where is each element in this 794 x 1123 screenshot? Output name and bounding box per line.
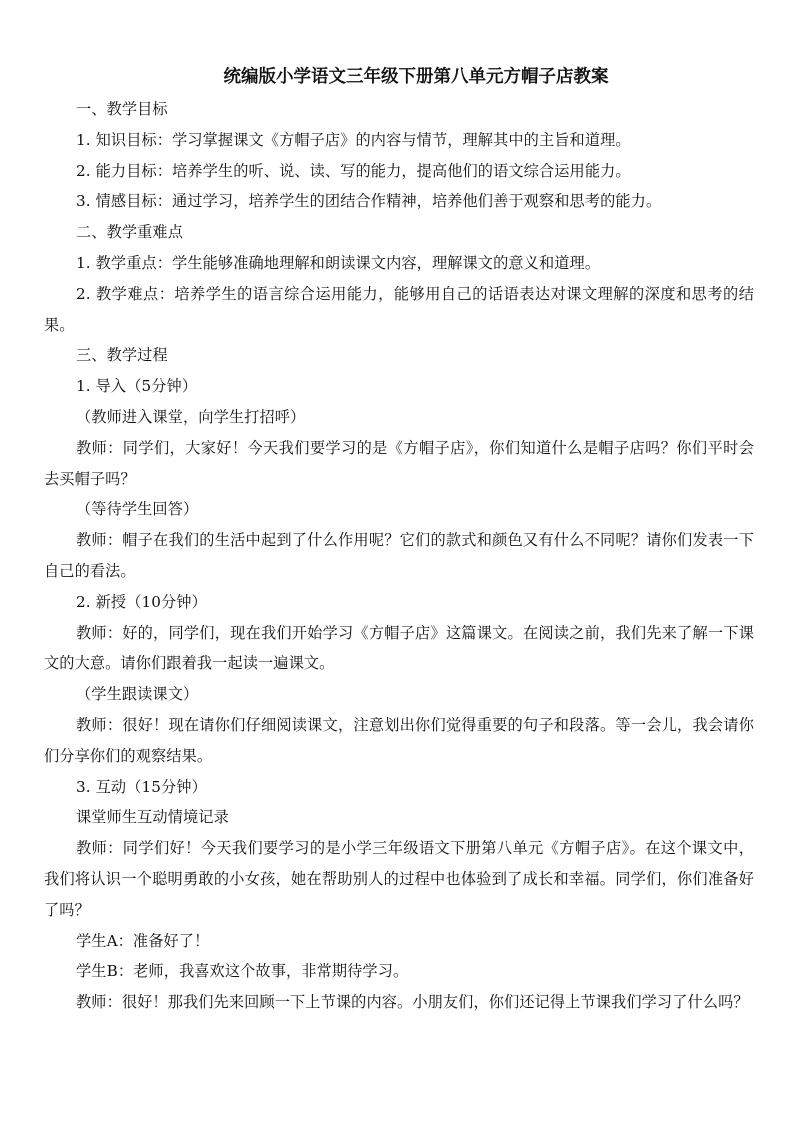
stage-direction: （学生跟读课文）	[76, 685, 199, 704]
dialogue-line: 教师：同学们好！今天我们要学习的是小学三年级语文下册第八单元《方帽子店》。在这个课文中，我们将认识一个聪明勇敢的小女孩，她在帮助别人的过程中也体验到了成长和幸福。同学们，你们准备好了吗？	[44, 839, 754, 919]
stage-direction: （等待学生回答）	[76, 500, 199, 519]
document-title: 统编版小学语文三年级下册第八单元方帽子店教案	[223, 67, 609, 87]
dialogue-line: 教师：很好！那我们先来回顾一下上节课的内容。小朋友们，你们还记得上节课我们学习了什么吗？	[76, 993, 749, 1012]
paragraph: 1. 教学重点：学生能够准确地理解和朗读课文内容，理解课文的意义和道理。	[76, 253, 601, 272]
dialogue-line: 学生A：准备好了！	[76, 931, 210, 950]
dialogue-line: 教师：帽子在我们的生活中起到了什么作用呢？它们的款式和颜色又有什么不同呢？请你们发表一下自己的看法。	[44, 531, 754, 580]
subsection-heading: 3. 互动（15分钟）	[76, 777, 207, 796]
paragraph: 1. 知识目标：学习掌握课文《方帽子店》的内容与情节，理解其中的主旨和道理。	[76, 130, 631, 149]
paragraph: 3. 情感目标：通过学习，培养学生的团结合作精神，培养他们善于观察和思考的能力。	[76, 192, 662, 211]
subsection-heading: 1. 导入（5分钟）	[76, 377, 198, 396]
section-heading-objectives: 一、教学目标	[76, 100, 168, 118]
document-page	[44, 62, 754, 1018]
section-heading-key-points: 二、教学重难点	[76, 223, 184, 242]
paragraph: 2. 教学难点：培养学生的语言综合运用能力，能够用自己的话语表达对课文理解的深度和思考的结果。	[44, 284, 754, 334]
dialogue-line: 教师：很好！现在请你们仔细阅读课文，注意划出你们觉得重要的句子和段落。等一会儿，我会请你们分享你们的观察结果。	[44, 715, 754, 765]
stage-direction: （教师进入课堂，向学生打招呼）	[76, 407, 306, 426]
dialogue-line: 教师：好的，同学们，现在我们开始学习《方帽子店》这篇课文。在阅读之前，我们先来了解一下课文的大意。请你们跟着我一起读一遍课文。	[44, 623, 754, 673]
paragraph: 课堂师生互动情境记录	[76, 808, 229, 827]
paragraph: 2. 能力目标：培养学生的听、说、读、写的能力，提高他们的语文综合运用能力。	[76, 161, 631, 180]
dialogue-line: 教师：同学们，大家好！今天我们要学习的是《方帽子店》，你们知道什么是帽子店吗？你们平时会去买帽子吗？	[44, 438, 754, 488]
subsection-heading: 2. 新授（10分钟）	[76, 592, 207, 611]
dialogue-line: 学生B：老师，我喜欢这个故事，非常期待学习。	[76, 962, 409, 981]
section-heading-process: 三、教学过程	[76, 346, 168, 365]
